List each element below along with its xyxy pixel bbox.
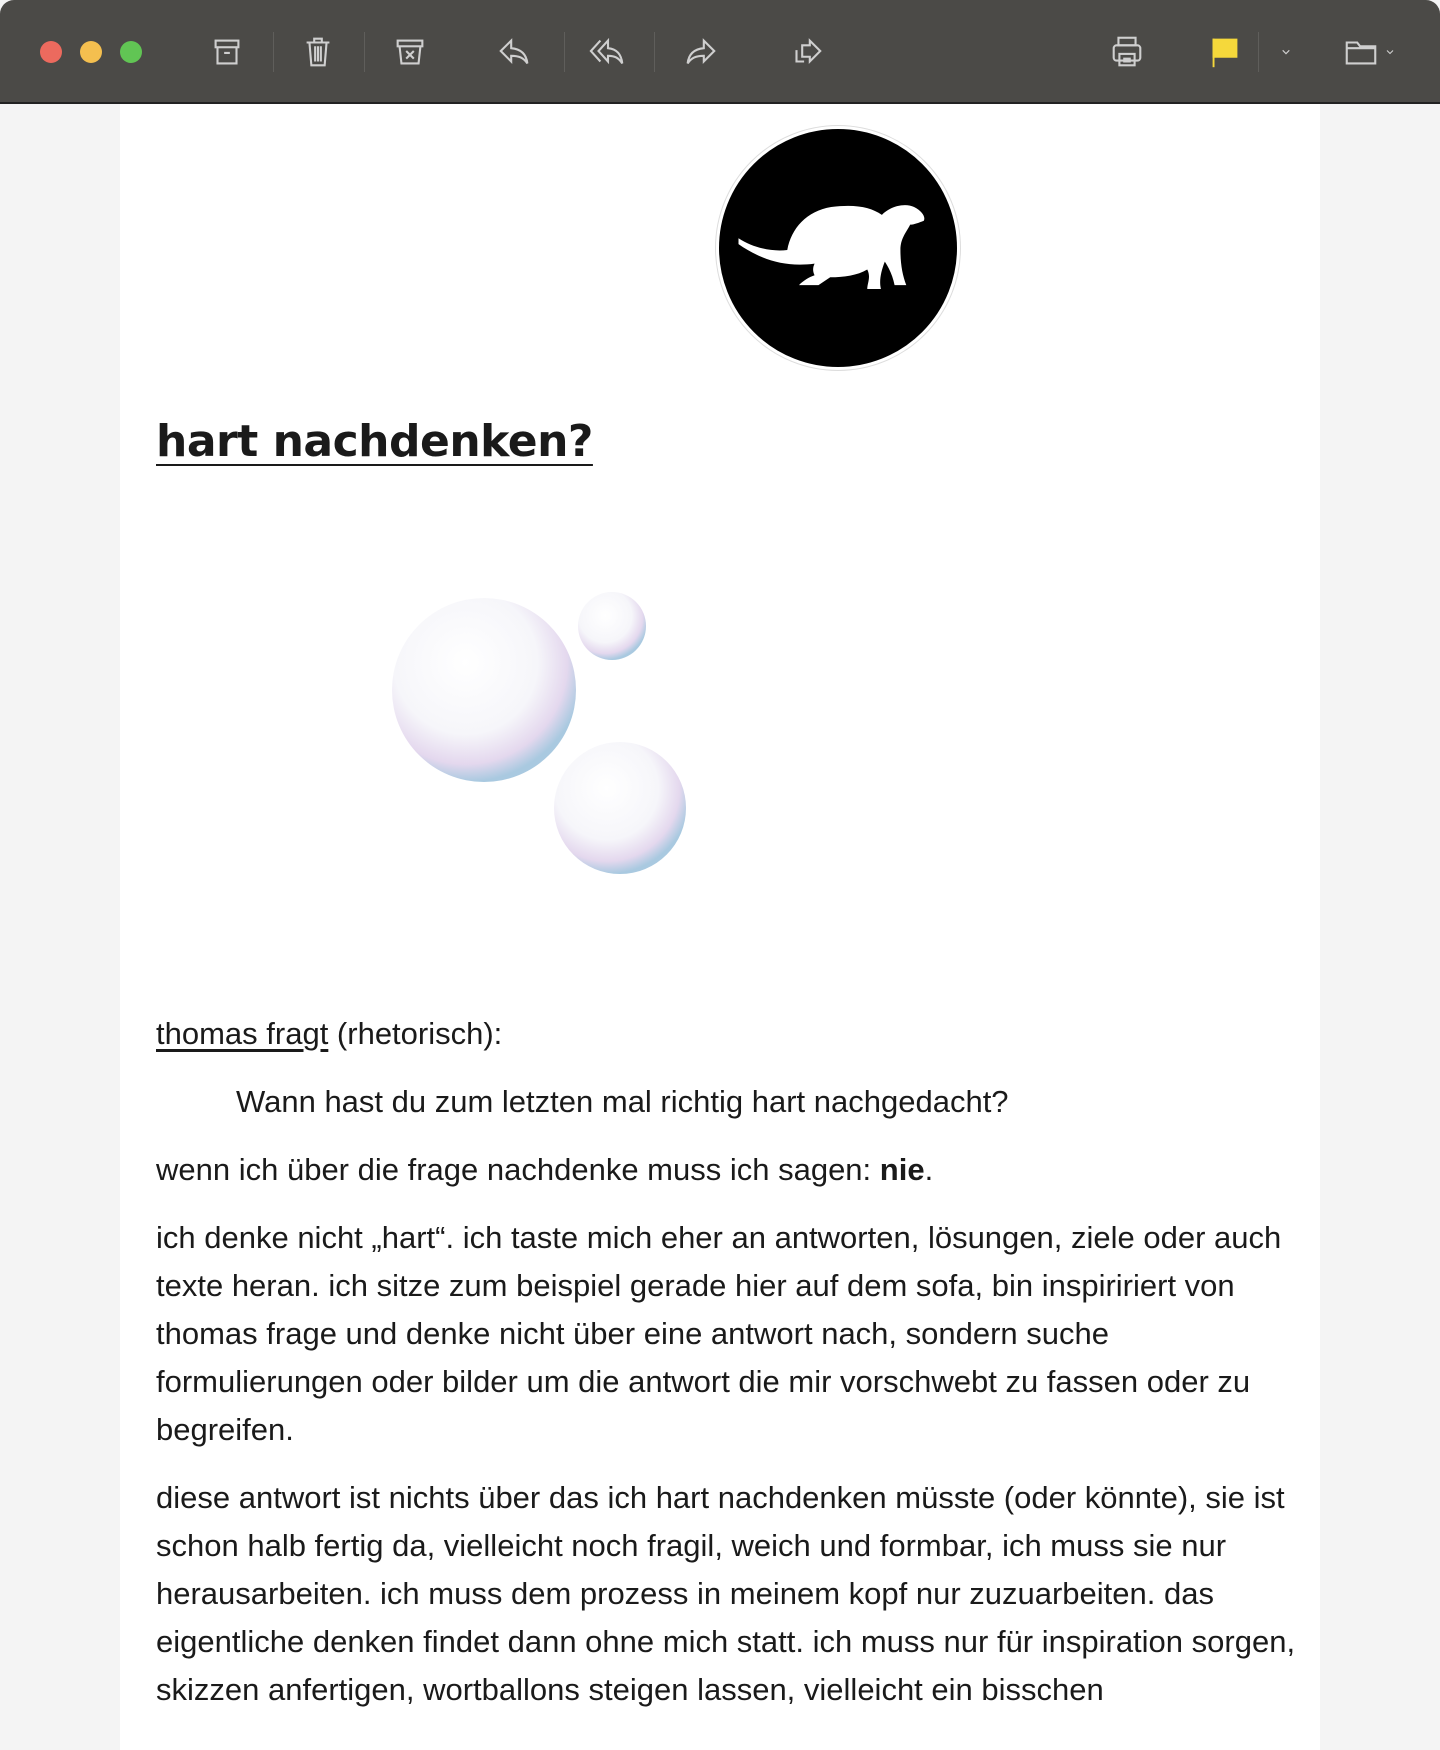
p1-text: wenn ich über die frage nachdenke muss ich sagen: — [156, 1152, 880, 1187]
site-logo — [716, 126, 960, 370]
intro-line — [156, 1010, 1296, 1058]
dog-logo-icon — [719, 129, 957, 367]
post-text — [156, 1010, 1296, 1734]
paragraph-1 — [156, 1146, 1296, 1194]
p1-end: . — [924, 1152, 934, 1187]
message-body — [120, 104, 1320, 1750]
flag-icon — [1205, 33, 1243, 71]
bubble-small — [578, 592, 646, 660]
reply-button[interactable] — [493, 30, 537, 74]
bubbles-image — [390, 574, 710, 894]
chevron-down-icon — [1380, 33, 1400, 71]
flag-menu-button[interactable] — [1264, 30, 1308, 74]
forward-button[interactable] — [678, 30, 722, 74]
intro-rest: (rhetorisch): — [328, 1016, 503, 1051]
minimize-window-button[interactable] — [80, 41, 102, 63]
paragraph-2: ich denke nicht „hart“. ich taste mich eher an antworten, lösungen, ziele oder auch texte heran. ich sitze zum beispiel gerade hier auf dem sofa, bin inspiririert von thomas frage und denke nicht über eine antwort nach, sondern suche formulierungen oder bilder um die antwort die mir vorschwebt zu fassen oder zu begreifen. — [156, 1220, 1282, 1447]
delete-button[interactable] — [296, 30, 340, 74]
bubble-medium — [554, 742, 686, 874]
folder-icon — [1342, 33, 1380, 71]
redirect-icon — [787, 33, 825, 71]
print-button[interactable] — [1105, 30, 1149, 74]
reply-all-icon — [589, 33, 627, 71]
zoom-window-button[interactable] — [120, 41, 142, 63]
post-title[interactable]: hart nachdenken? — [156, 416, 593, 467]
archive-button[interactable] — [205, 30, 249, 74]
reply-all-button[interactable] — [586, 30, 630, 74]
forward-icon — [681, 33, 719, 71]
redirect-button[interactable] — [784, 30, 828, 74]
move-to-folder-button[interactable] — [1336, 30, 1406, 74]
flag-button[interactable] — [1202, 30, 1246, 74]
mail-toolbar — [0, 0, 1440, 104]
junk-button[interactable] — [388, 30, 432, 74]
trash-icon — [299, 33, 337, 71]
paragraph-3: diese antwort ist nichts über das ich hart nachdenken müsste (oder könnte), sie ist schon halb fertig da, vielleicht noch fragil, weich und formbar, ich muss sie nur herausarbeiten. ich muss dem prozess in meinem kopf nur zuzuarbeiten. das eigentliche denken findet dann ohne mich statt. ich muss nur für inspiration sorgen, skizzen anfertigen, wortballons steigen lassen, vielleicht ein bisschen — [156, 1480, 1296, 1707]
p1-bold: nie — [879, 1152, 925, 1187]
bubble-large — [392, 598, 576, 782]
close-window-button[interactable] — [40, 41, 62, 63]
reply-icon — [496, 33, 534, 71]
thomas-fragt-link[interactable]: thomas fragt — [156, 1016, 329, 1051]
archive-icon — [208, 33, 246, 71]
chevron-down-icon — [1275, 33, 1297, 71]
printer-icon — [1108, 33, 1146, 71]
blockquote: Wann hast du zum letzten mal richtig hart nachgedacht? — [236, 1084, 1009, 1119]
junk-icon — [391, 33, 429, 71]
